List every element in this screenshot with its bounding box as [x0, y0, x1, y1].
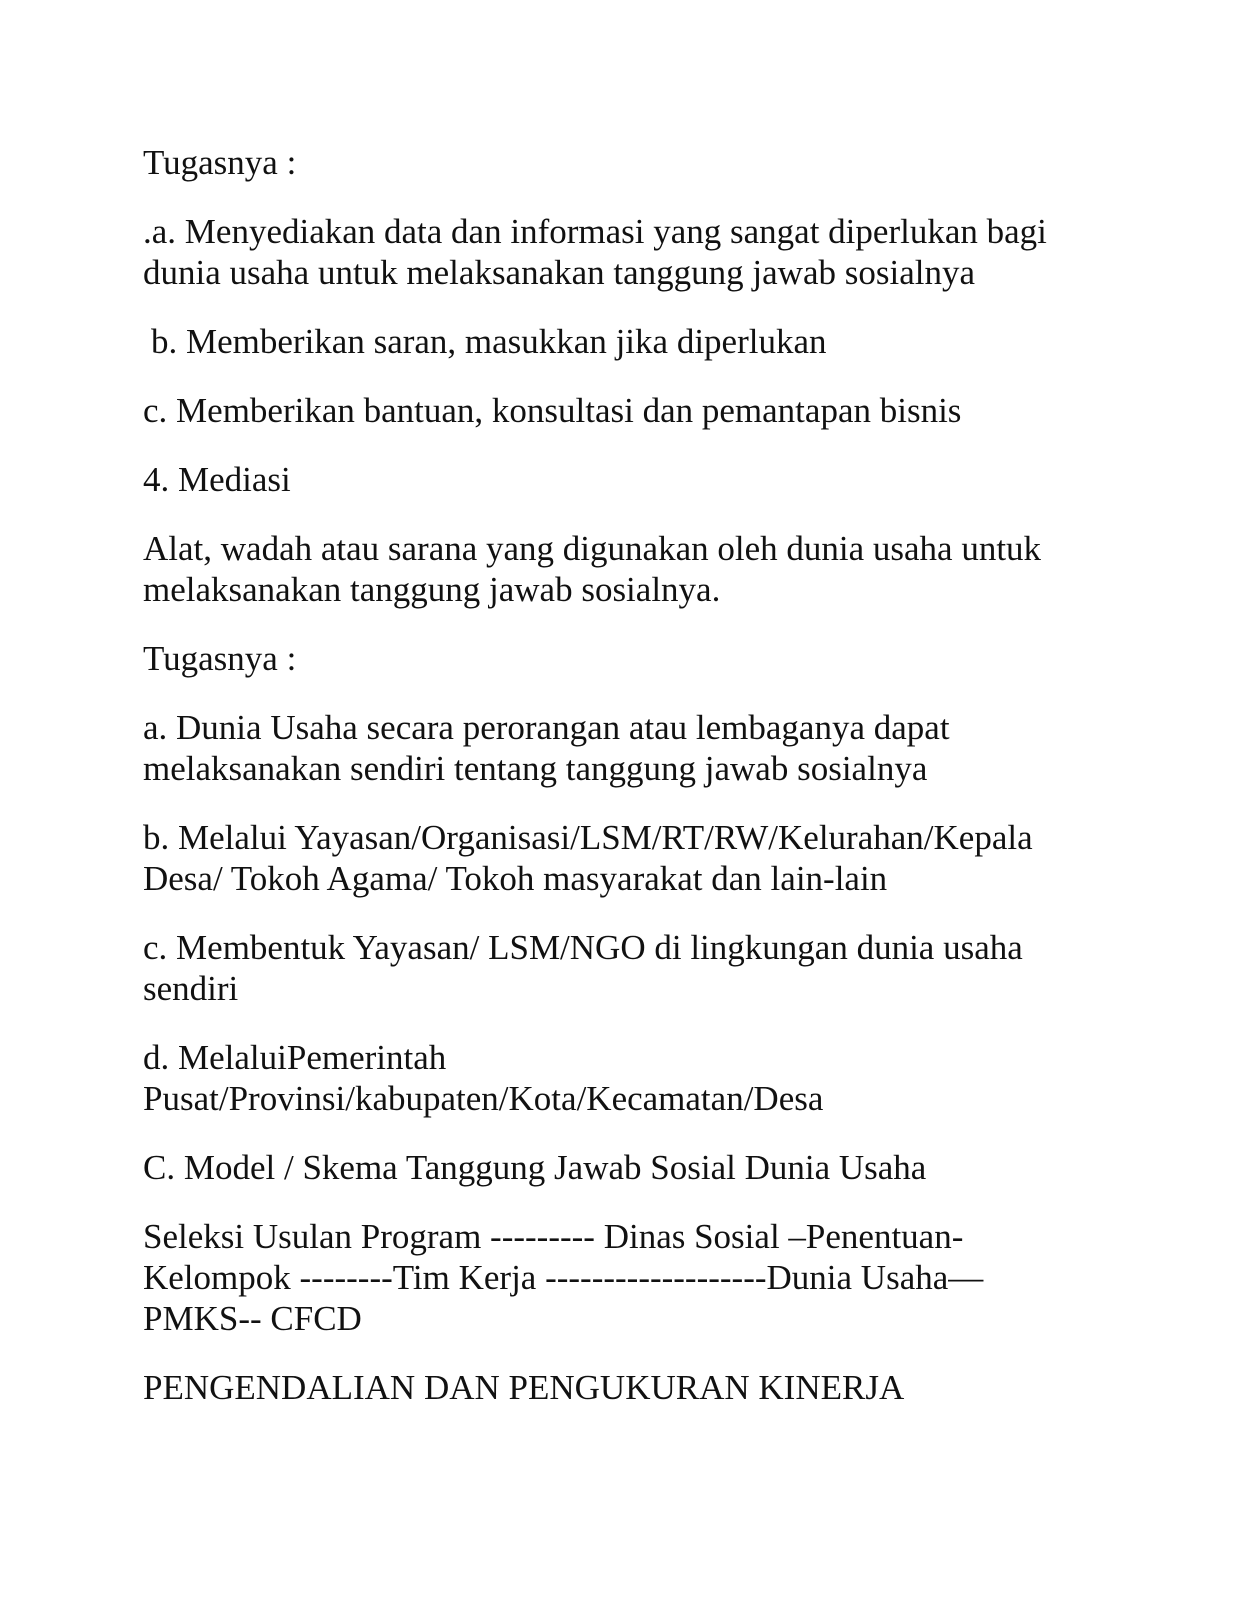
- paragraph-heading-model-skema: [143, 1147, 1103, 1188]
- paragraph-tugasnya-1: [143, 142, 1103, 183]
- text-line: d. MelaluiPemerintah: [143, 1038, 447, 1077]
- text-line: a. Dunia Usaha secara perorangan atau lembaganya dapat: [143, 708, 950, 747]
- text-line: Seleksi Usulan Program --------- Dinas Sosial –Penentuan-: [143, 1217, 964, 1256]
- paragraph-mediasi-definition: [143, 528, 1103, 610]
- text-line: b. Memberikan saran, masukkan jika diperlukan: [151, 322, 827, 361]
- text-line: PMKS-- CFCD: [143, 1299, 362, 1338]
- paragraph-item-a-dunia-usaha: [143, 707, 1103, 789]
- text-line: 4. Mediasi: [143, 460, 291, 499]
- text-line: Tugasnya :: [143, 639, 297, 678]
- text-line: sendiri: [143, 969, 239, 1008]
- paragraph-heading-pengendalian: [143, 1367, 1103, 1408]
- paragraph-item-b-saran: [143, 321, 1103, 362]
- document-body: [143, 142, 1103, 1436]
- paragraph-item-a-data: [143, 211, 1103, 293]
- text-line: Desa/ Tokoh Agama/ Tokoh masyarakat dan lain-lain: [143, 859, 888, 898]
- text-line: melaksanakan tanggung jawab sosialnya.: [143, 570, 721, 609]
- paragraph-heading-mediasi: [143, 459, 1103, 500]
- text-line: PENGENDALIAN DAN PENGUKURAN KINERJA: [143, 1368, 905, 1407]
- text-line: dunia usaha untuk melaksanakan tanggung jawab sosialnya: [143, 253, 976, 292]
- paragraph-item-d-pemerintah: [143, 1037, 1103, 1119]
- text-line: Pusat/Provinsi/kabupaten/Kota/Kecamatan/Desa: [143, 1079, 824, 1118]
- paragraph-item-c-bantuan: [143, 390, 1103, 431]
- text-line: melaksanakan sendiri tentang tanggung jawab sosialnya: [143, 749, 928, 788]
- paragraph-item-c-membentuk: [143, 927, 1103, 1009]
- text-line: Kelompok --------Tim Kerja -------------------Dunia Usaha—: [143, 1258, 984, 1297]
- paragraph-tugasnya-2: [143, 638, 1103, 679]
- text-line: .a. Menyediakan data dan informasi yang sangat diperlukan bagi: [143, 212, 1047, 251]
- text-line: c. Memberikan bantuan, konsultasi dan pemantapan bisnis: [143, 391, 962, 430]
- text-line: C. Model / Skema Tanggung Jawab Sosial Dunia Usaha: [143, 1148, 927, 1187]
- text-line: b. Melalui Yayasan/Organisasi/LSM/RT/RW/Kelurahan/Kepala: [143, 818, 1033, 857]
- text-line: Tugasnya :: [143, 143, 297, 182]
- text-line: c. Membentuk Yayasan/ LSM/NGO di lingkungan dunia usaha: [143, 928, 1023, 967]
- paragraph-seleksi-usulan: [143, 1216, 1103, 1339]
- text-line: Alat, wadah atau sarana yang digunakan oleh dunia usaha untuk: [143, 529, 1042, 568]
- paragraph-item-b-yayasan: [143, 817, 1103, 899]
